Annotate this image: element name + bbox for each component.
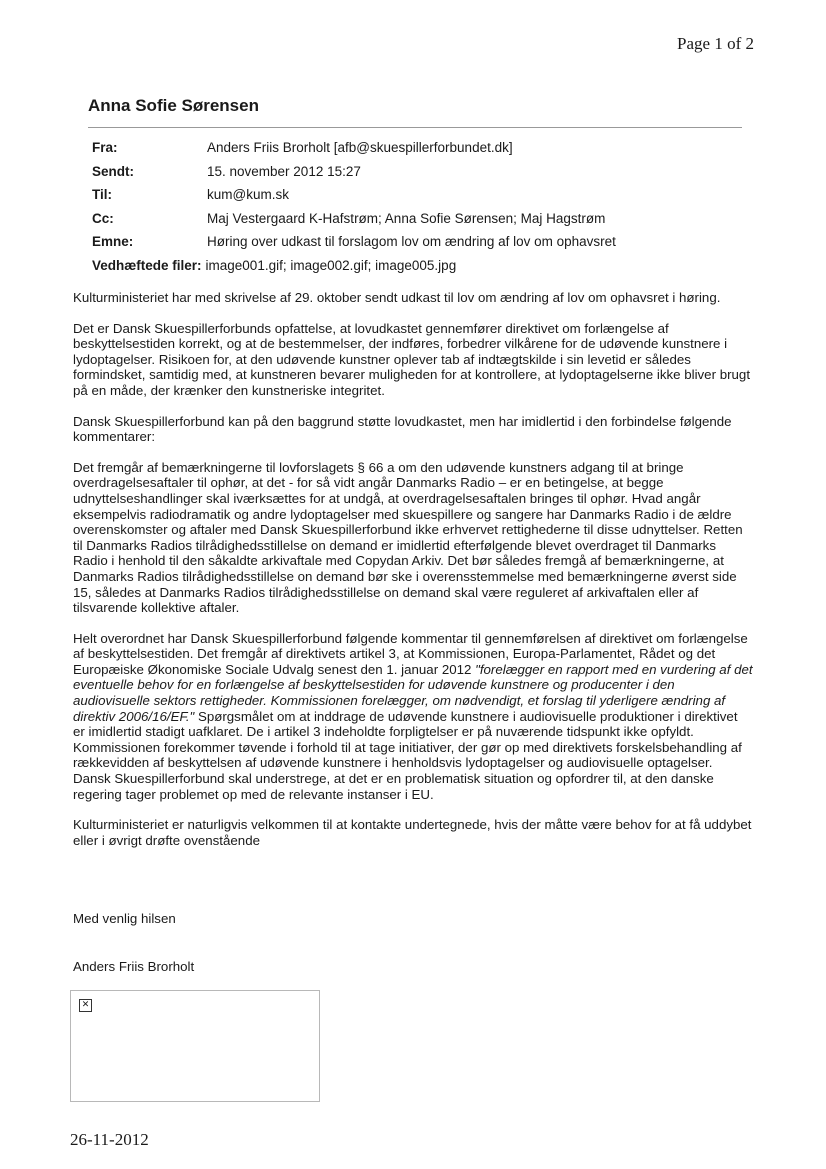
body-paragraph: [73, 631, 753, 803]
page-number: Page 1 of 2: [677, 34, 754, 53]
directive-quote: "forelægger en rapport med en vurdering af det eventuelle behov for en forlængelse af beskyttelsestiden for udøvende kunstnere og producenter i den audiovisuelle sektors rettigheder. Kommissionen forelægger, om nødvendigt, et forslag til yderligere ændring af direktiv 2006/16/EF.": [73, 661, 753, 724]
header-label: Sendt:: [92, 163, 134, 179]
body-paragraph: Det er Dansk Skuespillerforbunds opfattelse, at lovudkastet gennemfører direktivet om forlængelse af beskyttelsestiden korrekt, og at de bestemmelser, der indføres, forbedrer vilkårene for de udøvende kunstnere i lydoptagelser. Risikoen for, at den udøvende kunstner oplever tab af indtægtskilde i sin levetid er således formindsket, samtidig med, at kunstneren bevarer muligheden for at kontrollere, at lydoptagelserne ikke bliver brugt på en måde, der krænker den kunstneriske integritet.: [73, 320, 751, 398]
header-label: Emne:: [92, 234, 134, 250]
body-paragraph: Kulturministeriet har med skrivelse af 29. oktober sendt udkast til lov om ændring af lov om ophavsret i høring.: [73, 290, 721, 305]
closing-greeting: Med venlig hilsen: [73, 911, 176, 926]
to-value: kum@kum.sk: [207, 187, 289, 203]
body-paragraph: Dansk Skuespillerforbund kan på den baggrund støtte lovudkastet, men har imidlertid i den forbindelse følgende kommentarer:: [73, 413, 732, 445]
cc-value: Maj Vestergaard K-Hafstrøm; Anna Sofie Sørensen; Maj Hagstrøm: [207, 210, 606, 226]
header-label: Cc:: [92, 210, 114, 226]
email-body: [73, 290, 753, 863]
paragraph-text: Helt overordnet har Dansk Skuespillerforbund følgende kommentar til gennemførelsen af direktivet om forlængelse af beskyttelsestiden. Det fremgår af direktivets artikel 3, at Kommissionen, Europa-Parlamentet, Rådet og det Europæiske Økonomiske Sociale Udvalg senest den 1. januar 2012: [73, 630, 748, 677]
sender-value: Anders Friis Brorholt [afb@skuespillerforbundet.dk]: [207, 140, 513, 156]
header-attachments: [92, 254, 616, 278]
header-divider: [88, 127, 742, 128]
header-label: Fra:: [92, 140, 118, 156]
header-sent: [92, 160, 616, 184]
mailbox-owner-name: Anna Sofie Sørensen: [88, 96, 259, 115]
print-date: 26-11-2012: [70, 1130, 149, 1149]
email-header: [92, 136, 616, 277]
signature-name: Anders Friis Brorholt: [73, 959, 195, 974]
header-from: [92, 136, 616, 160]
header-subject: [92, 230, 616, 254]
body-paragraph: Kulturministeriet er naturligvis velkommen til at kontakte undertegnede, hvis der måtte være behov for at få uddybet eller i øvrigt drøfte ovenstående: [73, 817, 752, 848]
paragraph-text: Spørgsmålet om at inddrage de udøvende kunstnere i audiovisuelle produktioner i direktivet er imidlertid stadigt uafklaret. De i artikel 3 indeholdte forpligtelser er på nuværende tidspunkt ikke opfyldt. Kommissionen forekommer tøvende i forhold til at tage initiativer, der gør op med direktivets forskelsbehandling af rækkevidden af beskyttelsen af udøvende kunstnere i henholdsvis lydoptagelser og audiovisuelle optagelser. Dansk Skuespillerforbund skal understrege, at det er en problematisk situation og opfordrer til, at den danske regering tager problemet op med de relevante instanser i EU.: [73, 708, 742, 802]
header-cc: [92, 207, 616, 231]
attachments-value: image001.gif; image002.gif; image005.jpg: [205, 257, 457, 273]
header-label: Vedhæftede filer:: [92, 257, 202, 273]
body-paragraph: Det fremgår af bemærkningerne til lovforslagets § 66 a om den udøvende kunstners adgang til at bringe overdragelsesaftaler til ophør, at det - for så vidt angår Danmarks Radio – er en betingelse, at begge udnyttelseshandlinger skal iværksættes for at undgå, at overdragelsesaftalen bringes til ophør. Hvad angår eksempelvis radiodramatik og andre lydoptagelser med skuespillere og sangere har Danmarks Radio i de ældre overenskomster og aftaler med Dansk Skuespillerforbund ikke erhvervet rettighederne til disse udnyttelser. Retten til Danmarks Radios tilrådighedsstillelse on demand er imidlertid efterfølgende blevet overdraget til Danmarks Radio i henhold til den såkaldte arkivaftale med Copydan Arkiv. Det bør således fremgå af bemærkningerne, at Danmarks Radios tilrådighedsstillelse on demand bør ske i overensstemmelse med bemærkningerne øverst side 15, således at Danmarks Radios tilrådighedsstillelse on demand skal være reguleret af arkivaftalen eller af tilsvarende kollektive aftaler.: [73, 459, 743, 616]
signature-image-placeholder: [70, 990, 320, 1102]
header-label: Til:: [92, 187, 112, 203]
header-to: [92, 183, 616, 207]
sent-value: 15. november 2012 15:27: [207, 163, 361, 179]
broken-image-icon: ✕: [79, 999, 92, 1012]
subject-value: Høring over udkast til forslagom lov om ændring af lov om ophavsret: [207, 234, 616, 250]
